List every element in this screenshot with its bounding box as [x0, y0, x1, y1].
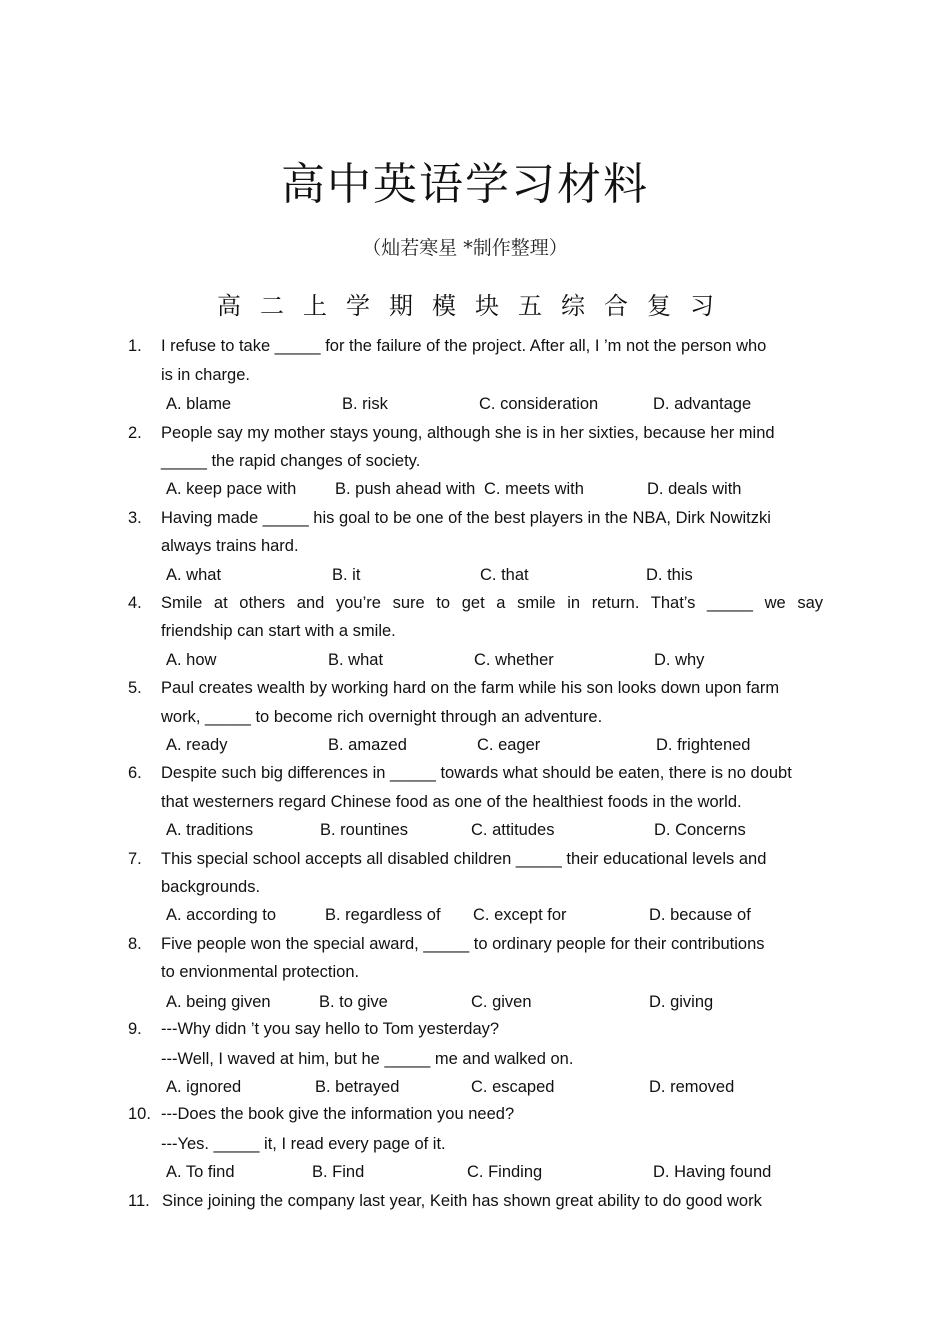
option-a: A. being given — [166, 993, 271, 1011]
option-c: C. whether — [474, 651, 554, 669]
question-number: 10. — [128, 1105, 151, 1123]
option-c: C. that — [480, 566, 529, 584]
option-a: A. To find — [166, 1163, 235, 1181]
question-text: I refuse to take _____ for the failure of the project. After all, I ’m not the person who — [161, 337, 767, 355]
section-title: 高二上学期模块五综合复习 — [217, 292, 733, 320]
option-d: D. removed — [649, 1078, 735, 1096]
option-d: D. because of — [649, 906, 751, 924]
option-b: B. betrayed — [315, 1078, 400, 1096]
option-a: A. according to — [166, 906, 277, 924]
option-b: B. rountines — [320, 821, 409, 839]
question-text: ---Well, I waved at him, but he _____ me and walked on. — [161, 1050, 574, 1068]
option-c: C. except for — [473, 906, 567, 924]
question-text: Having made _____ his goal to be one of the best players in the NBA, Dirk Nowitzki — [161, 509, 771, 527]
option-c: C. given — [471, 993, 532, 1011]
question-number: 8. — [128, 935, 142, 953]
question-number: 7. — [128, 850, 142, 868]
question-text: to envionmental protection. — [161, 963, 360, 981]
option-d: D. Concerns — [654, 821, 746, 839]
option-a: A. ready — [166, 736, 228, 754]
question-number: 6. — [128, 764, 142, 782]
option-d: D. frightened — [656, 736, 751, 754]
page-title: 高中英语学习材料 — [281, 159, 649, 210]
option-c: C. eager — [477, 736, 541, 754]
option-a: A. how — [166, 651, 217, 669]
question-number: 3. — [128, 509, 142, 527]
option-b: B. amazed — [328, 736, 407, 754]
option-d: D. giving — [649, 993, 714, 1011]
option-b: B. risk — [342, 395, 388, 413]
question-text: Since joining the company last year, Keith has shown great ability to do good work — [162, 1192, 762, 1210]
question-number: 2. — [128, 424, 142, 442]
question-text: ---Does the book give the information you need? — [161, 1105, 515, 1123]
question-text: This special school accepts all disabled children _____ their educational levels and — [161, 850, 767, 868]
question-number: 11. — [128, 1192, 150, 1210]
question-text: _____ the rapid changes of society. — [161, 452, 421, 470]
question-text: is in charge. — [161, 366, 250, 384]
question-number: 4. — [128, 594, 142, 612]
question-number: 1. — [128, 337, 142, 355]
question-text: ---Why didn ’t you say hello to Tom yesterday? — [161, 1020, 500, 1038]
question-text: ---Yes. _____ it, I read every page of it. — [161, 1135, 446, 1153]
option-a: A. blame — [166, 395, 232, 413]
option-c: C. meets with — [484, 480, 584, 498]
question-text: work, _____ to become rich overnight through an adventure. — [161, 708, 603, 726]
question-number: 5. — [128, 679, 142, 697]
option-b: B. what — [328, 651, 384, 669]
option-b: B. push ahead with — [335, 480, 476, 498]
option-d: D. Having found — [653, 1163, 772, 1181]
question-text: Despite such big differences in _____ towards what should be eaten, there is no doubt — [161, 764, 792, 782]
option-b: B. regardless of — [325, 906, 441, 924]
question-text: Five people won the special award, _____ to ordinary people for their contributions — [161, 935, 765, 953]
option-c: C. Finding — [467, 1163, 543, 1181]
option-c: C. consideration — [479, 395, 599, 413]
question-text: Paul creates wealth by working hard on the farm while his son looks down upon farm — [161, 679, 780, 697]
page-subtitle: （灿若寒星 *制作整理） — [362, 237, 568, 259]
option-d: D. why — [654, 651, 705, 669]
option-d: D. this — [646, 566, 693, 584]
question-text: Smile at others and you’re sure to get a smile in return. That’s _____ we say — [161, 594, 823, 612]
option-d: D. deals with — [647, 480, 742, 498]
question-text: that westerners regard Chinese food as one of the healthiest foods in the world. — [161, 793, 742, 811]
question-text: backgrounds. — [161, 878, 261, 896]
question-number: 9. — [128, 1020, 142, 1038]
option-a: A. traditions — [166, 821, 254, 839]
option-c: C. attitudes — [471, 821, 555, 839]
option-b: B. to give — [319, 993, 388, 1011]
option-b: B. it — [332, 566, 361, 584]
option-c: C. escaped — [471, 1078, 555, 1096]
option-d: D. advantage — [653, 395, 752, 413]
option-a: A. ignored — [166, 1078, 242, 1096]
question-text: People say my mother stays young, although she is in her sixties, because her mind — [161, 424, 775, 442]
question-text: friendship can start with a smile. — [161, 622, 396, 640]
option-b: B. Find — [312, 1163, 365, 1181]
question-text: always trains hard. — [161, 537, 299, 555]
option-a: A. what — [166, 566, 222, 584]
option-a: A. keep pace with — [166, 480, 297, 498]
